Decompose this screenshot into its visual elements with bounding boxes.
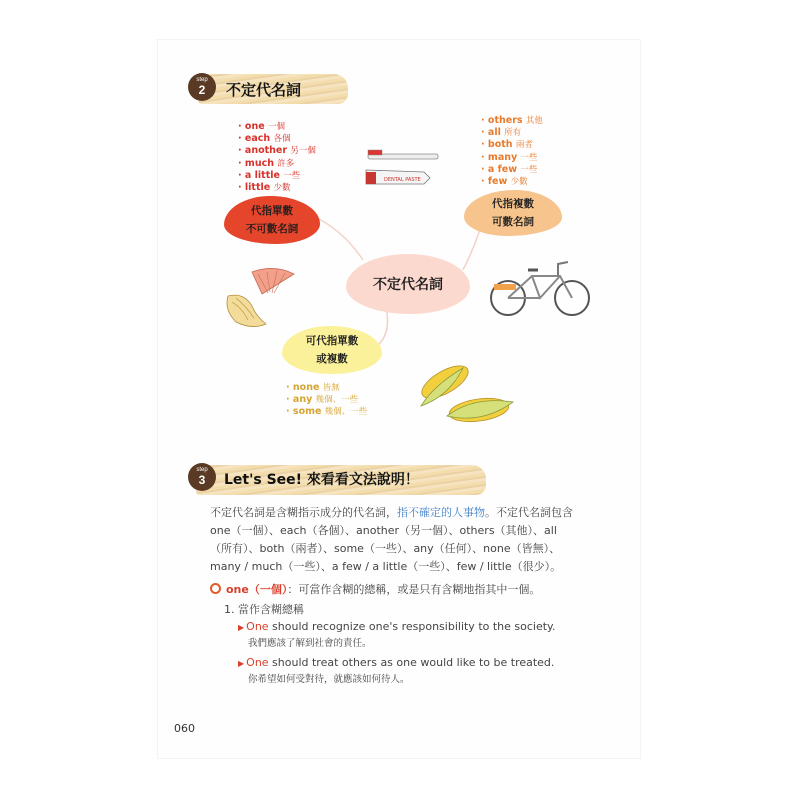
circle-bullet-icon: [210, 583, 221, 594]
list-item: · many 一些: [481, 151, 538, 163]
step2-title: 不定代名詞: [226, 81, 302, 99]
step3-title: Let's See! 來看看文法說明！: [224, 472, 419, 488]
list-item: · none 皆無: [286, 382, 340, 393]
list-item: · another 另一個: [238, 145, 316, 157]
one-section-heading: one（一個）：可當作含糊的總稱，或是只有含糊地指其中一個。: [210, 581, 630, 599]
singular-word-list: [238, 121, 316, 194]
triangle-bullet-icon: ▶: [238, 623, 245, 632]
step2-badge: step 2: [188, 73, 216, 101]
plural-word-list: [481, 115, 543, 188]
example-1: ▶ One should recognize one's responsibility to the society. 我們應該了解到社會的責任。: [238, 620, 556, 649]
seashell-illustration: [222, 266, 302, 330]
one-section-sub: 1. 當作含糊總稱: [224, 603, 304, 616]
mindmap-connectors: [158, 40, 640, 460]
list-item: · a few 一些: [481, 163, 538, 175]
list-item: · a little 一些: [238, 169, 301, 181]
list-item: · little 少數: [238, 182, 291, 194]
list-item: · others 其他: [481, 115, 543, 126]
list-item: · any 幾個、一些: [286, 394, 359, 406]
page-number: 060: [174, 722, 195, 735]
plural-blob: 代指複數 可數名詞: [464, 190, 562, 236]
toothpaste-label: DENTAL PASTE: [384, 177, 421, 183]
list-item: · one 一個: [238, 121, 285, 132]
triangle-bullet-icon: ▶: [238, 659, 245, 668]
list-item: · each 各個: [238, 133, 291, 145]
singular-blob: 代指單數 不可數名詞: [224, 196, 320, 244]
step3-badge: step 3: [188, 463, 216, 491]
example-2: ▶ One should treat others as one would like to be treated. 你希望如何受對待，就應該如何待人。: [238, 656, 555, 685]
bicycle-illustration: [488, 254, 594, 320]
either-word-list: [286, 382, 367, 419]
list-item: · some 幾個、一些: [286, 406, 368, 418]
explanation-paragraph: 不定代名詞是含糊指示成分的代名詞，指不確定的人事物。不定代名詞包含 one（一個）、each（各個）、another（另一個）、others（其他）、all （所有）、both（兩者）、some（一些）、any（任何）、none（皆無）、 many / much（一些）、a few / a little（一些）、few / little（很少）。: [210, 506, 573, 573]
book-page: [158, 40, 640, 758]
list-item: · all 所有: [481, 127, 522, 139]
corn-illustration: [413, 346, 523, 436]
list-item: · both 兩者: [481, 139, 533, 151]
list-item: · few 少數: [481, 176, 528, 188]
either-blob: 可代指單數 或複數: [282, 326, 382, 374]
toothbrush-toothpaste-illustration: [360, 148, 444, 192]
list-item: · much 許多: [238, 157, 295, 169]
center-blob: 不定代名詞: [346, 254, 470, 314]
